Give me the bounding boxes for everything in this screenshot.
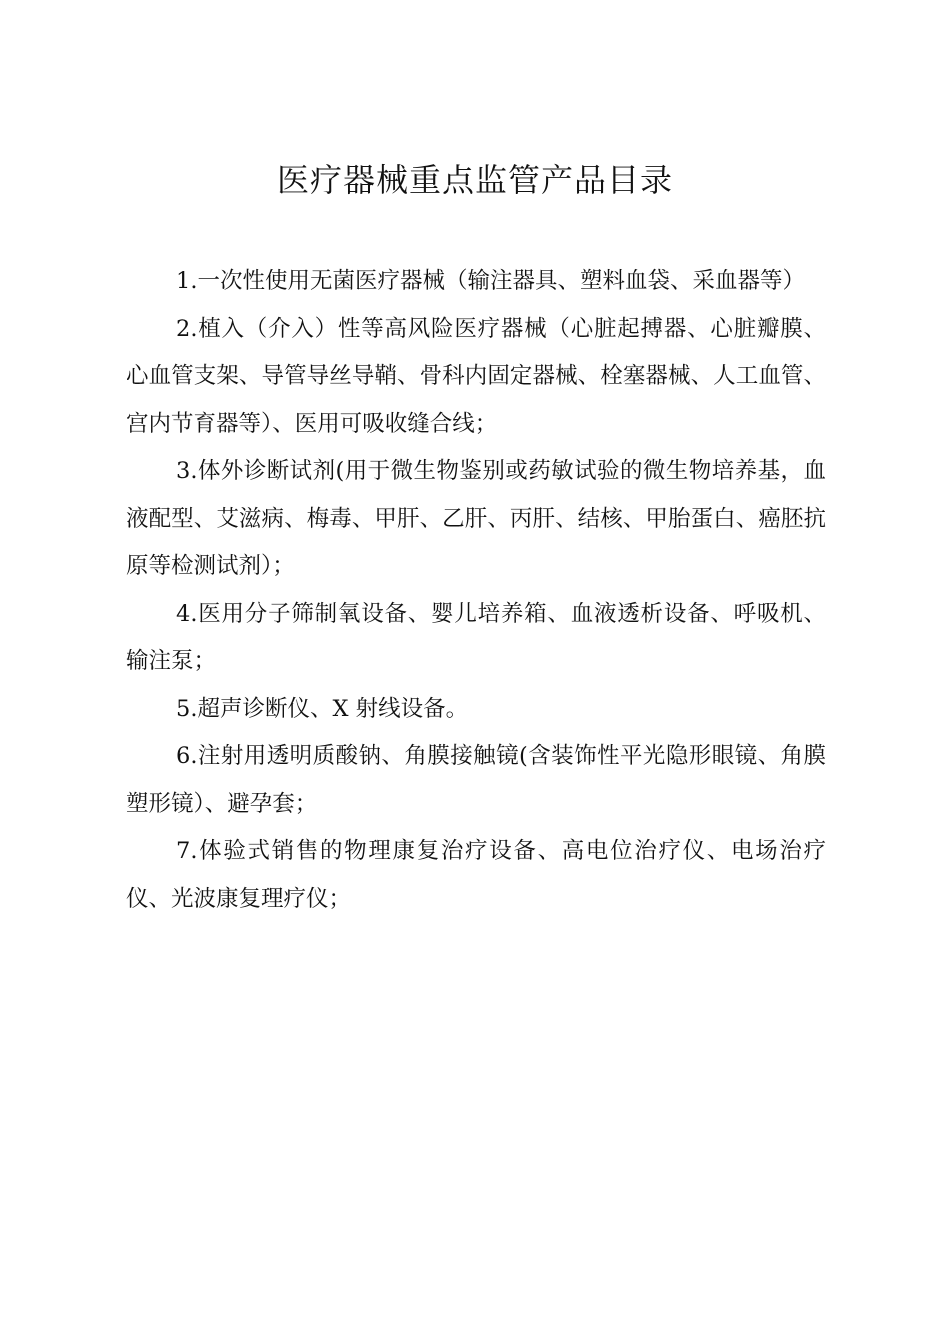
- document-title: 医疗器械重点监管产品目录: [276, 161, 673, 199]
- list-item-3: 3.体外诊断试剂(用于微生物鉴别或药敏试验的微生物培养基，血液配型、艾滋病、梅毒、甲肝、乙肝、丙肝、结核、甲胎蛋白、癌胚抗原等检测试剂）；: [126, 458, 826, 579]
- list-item-2: 2.植入（介入）性等高风险医疗器械（心脏起搏器、心脏瓣膜、心血管支架、导管导丝导鞘、骨科内固定器械、栓塞器械、人工血管、宫内节育器等）、医用可吸收缝合线；: [126, 315, 826, 437]
- list-item-6: 6.注射用透明质酸钠、角膜接触镜(含装饰性平光隐形眼镜、角膜塑形镜）、避孕套；: [126, 743, 826, 817]
- list-item-4: 4.医用分子筛制氧设备、婴儿培养箱、血液透析设备、呼吸机、输注泵；: [126, 600, 826, 674]
- list-item-5: 5.超声诊断仪、X 射线设备。: [176, 695, 469, 722]
- list-item-1: 1.一次性使用无菌医疗器械（输注器具、塑料血袋、采血器等）: [176, 268, 805, 294]
- document-body: [126, 258, 826, 923]
- list-item-7: 7.体验式销售的物理康复治疗设备、高电位治疗仪、电场治疗仪、光波康复理疗仪；: [126, 838, 826, 912]
